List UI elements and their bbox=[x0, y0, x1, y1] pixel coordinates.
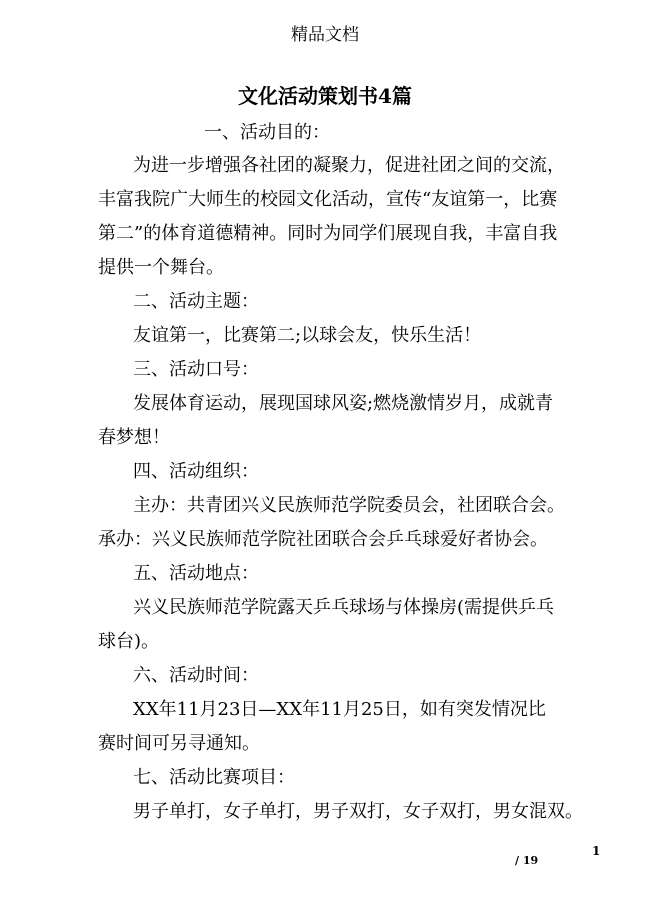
paragraph-line: XX年11月23日—XX年11月25日，如有突发情况比 bbox=[133, 699, 546, 720]
paragraph-line: 春梦想！ bbox=[98, 427, 170, 448]
document-title: 文化活动策划书4篇 bbox=[238, 84, 412, 108]
section-heading-location: 五、活动地点： bbox=[133, 563, 259, 584]
paragraph-line: 球台)。 bbox=[98, 631, 160, 652]
section-heading-slogan: 三、活动口号： bbox=[133, 359, 259, 380]
document-header: 精品文档 bbox=[291, 25, 359, 45]
paragraph-line: 发展体育运动，展现国球风姿;燃烧激情岁月，成就青 bbox=[133, 393, 554, 414]
paragraph-line: 赛时间可另寻通知。 bbox=[98, 733, 260, 754]
section-heading-purpose: 一、活动目的： bbox=[204, 122, 330, 143]
section-heading-theme: 二、活动主题： bbox=[133, 291, 259, 312]
paragraph-line: 为进一步增强各社团的凝聚力，促进社团之间的交流， bbox=[133, 155, 565, 176]
page-total: / 19 bbox=[515, 854, 539, 867]
paragraph-line: 兴义民族师范学院露天乒乓球场与体操房(需提供乒乓 bbox=[133, 597, 555, 618]
paragraph-line: 丰富我院广大师生的校园文化活动，宣传“友谊第一，比赛 bbox=[98, 189, 558, 210]
paragraph-line: 第二”的体育道德精神。同时为同学们展现自我，丰富自我 bbox=[98, 223, 558, 244]
paragraph-line: 提供一个舞台。 bbox=[98, 257, 224, 278]
page-number: 1 bbox=[592, 844, 601, 858]
paragraph-line: 友谊第一，比赛第二;以球会友，快乐生活！ bbox=[133, 325, 482, 346]
paragraph-line: 男子单打，女子单打，男子双打，女子双打，男女混双。 bbox=[133, 801, 583, 822]
paragraph-line: 主办：共青团兴义民族师范学院委员会，社团联合会。 bbox=[133, 495, 565, 516]
section-heading-time: 六、活动时间： bbox=[133, 665, 259, 686]
paragraph-line: 承办：兴义民族师范学院社团联合会乒乓球爱好者协会。 bbox=[98, 529, 548, 550]
section-heading-organization: 四、活动组织： bbox=[133, 461, 259, 482]
section-heading-events: 七、活动比赛项目： bbox=[133, 767, 295, 788]
